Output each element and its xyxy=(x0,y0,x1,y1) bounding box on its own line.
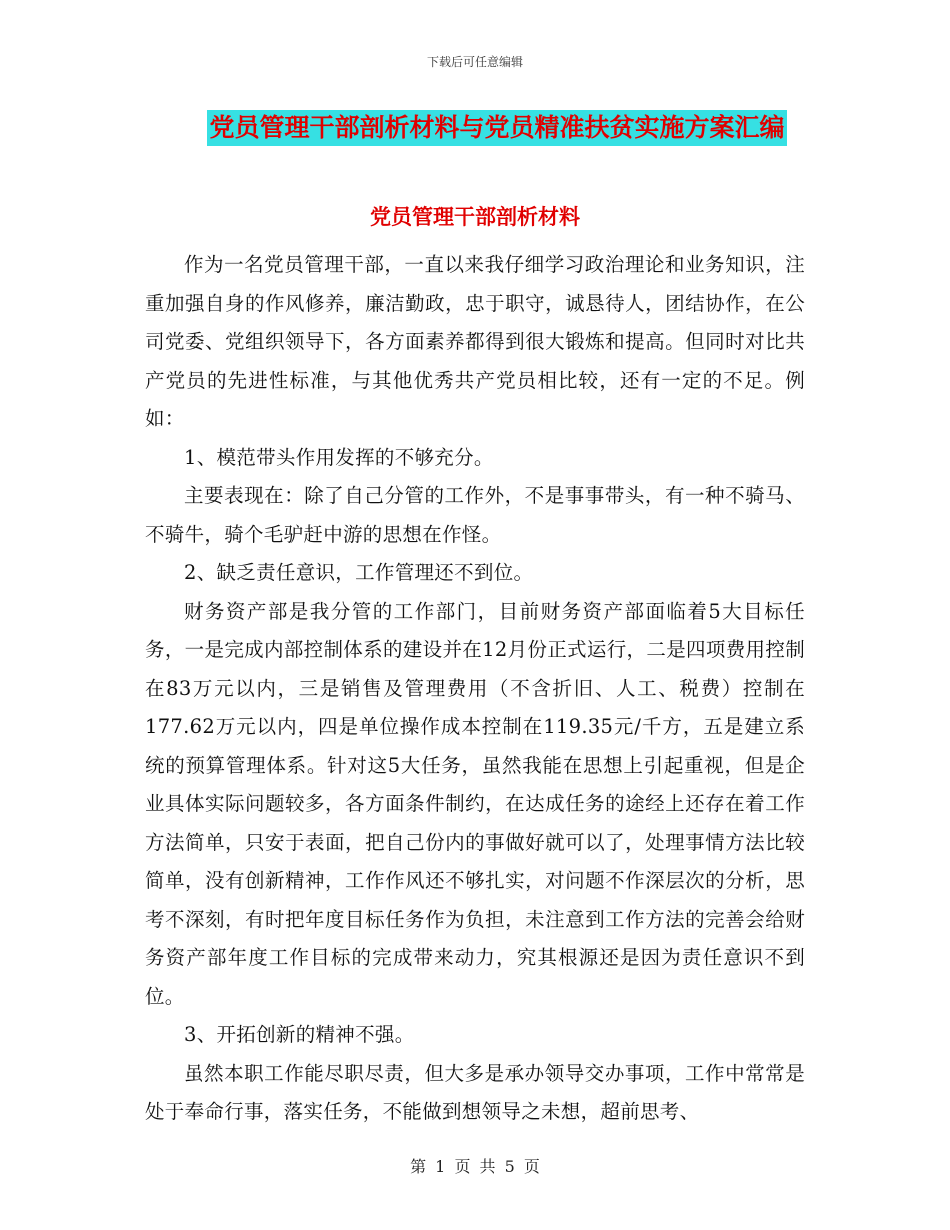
document-title-area xyxy=(0,110,950,146)
section-title: 党员管理干部剖析材料 xyxy=(370,205,580,229)
paragraph-point-1-heading: 1、模范带头作用发挥的不够充分。 xyxy=(184,445,494,469)
paragraph-point-2-detail: 财务资产部是我分管的工作部门，目前财务资产部面临着5大目标任务，一是完成内部控制体系的建设并在12月份正式运行，二是四项费用控制在83万元以内，三是销售及管理费用（不含折旧、人工、税费）控制在177.62万元以内，四是单位操作成本控制在119.35元/千方，五是建立系统的预算管理体系。针对这5大任务，虽然我能在思想上引起重视，但是企业具体实际问题较多，各方面条件制约，在达成任务的途经上还存在着工作方法简单，只安于表面，把自己份内的事做好就可以了，处理事情方法比较简单，没有创新精神，工作作风还不够扎实，对问题不作深层次的分析，思考不深刻，有时把年度目标任务作为负担，未注意到工作方法的完善会给财务资产部年度工作目标的完成带来动力，究其根源还是因为责任意识不到位。 xyxy=(145,599,805,1008)
paragraph-point-2-heading: 2、缺乏责任意识，工作管理还不到位。 xyxy=(184,561,534,584)
document-title: 党员管理干部剖析材料与党员精准扶贫实施方案汇编 xyxy=(207,110,786,146)
page-footer: 第 1 页 共 5 页 xyxy=(410,1157,540,1176)
paragraph-point-1-detail: 主要表现在：除了自己分管的工作外，不是事事带头，有一种不骑马、不骑牛，骑个毛驴赶中游的思想在作怪。 xyxy=(145,484,805,546)
paragraph-point-3-detail: 虽然本职工作能尽职尽责，但大多是承办领导交办事项，工作中常常是处于奉命行事，落实任务，不能做到想领导之未想，超前思考、 xyxy=(145,1061,805,1123)
header-note: 下载后可任意编辑 xyxy=(426,55,523,69)
paragraph-intro: 作为一名党员管理干部，一直以来我仔细学习政治理论和业务知识，注重加强自身的作风修养，廉洁勤政，忠于职守，诚恳待人，团结协作，在公司党委、党组织领导下，各方面素养都得到很大锻炼和提高。但同时对比共产党员的先进性标准，与其他优秀共产党员相比较，还有一定的不足。例如： xyxy=(145,253,805,430)
body-text xyxy=(145,246,805,1132)
paragraph-point-3-heading: 3、开拓创新的精神不强。 xyxy=(184,1023,415,1046)
